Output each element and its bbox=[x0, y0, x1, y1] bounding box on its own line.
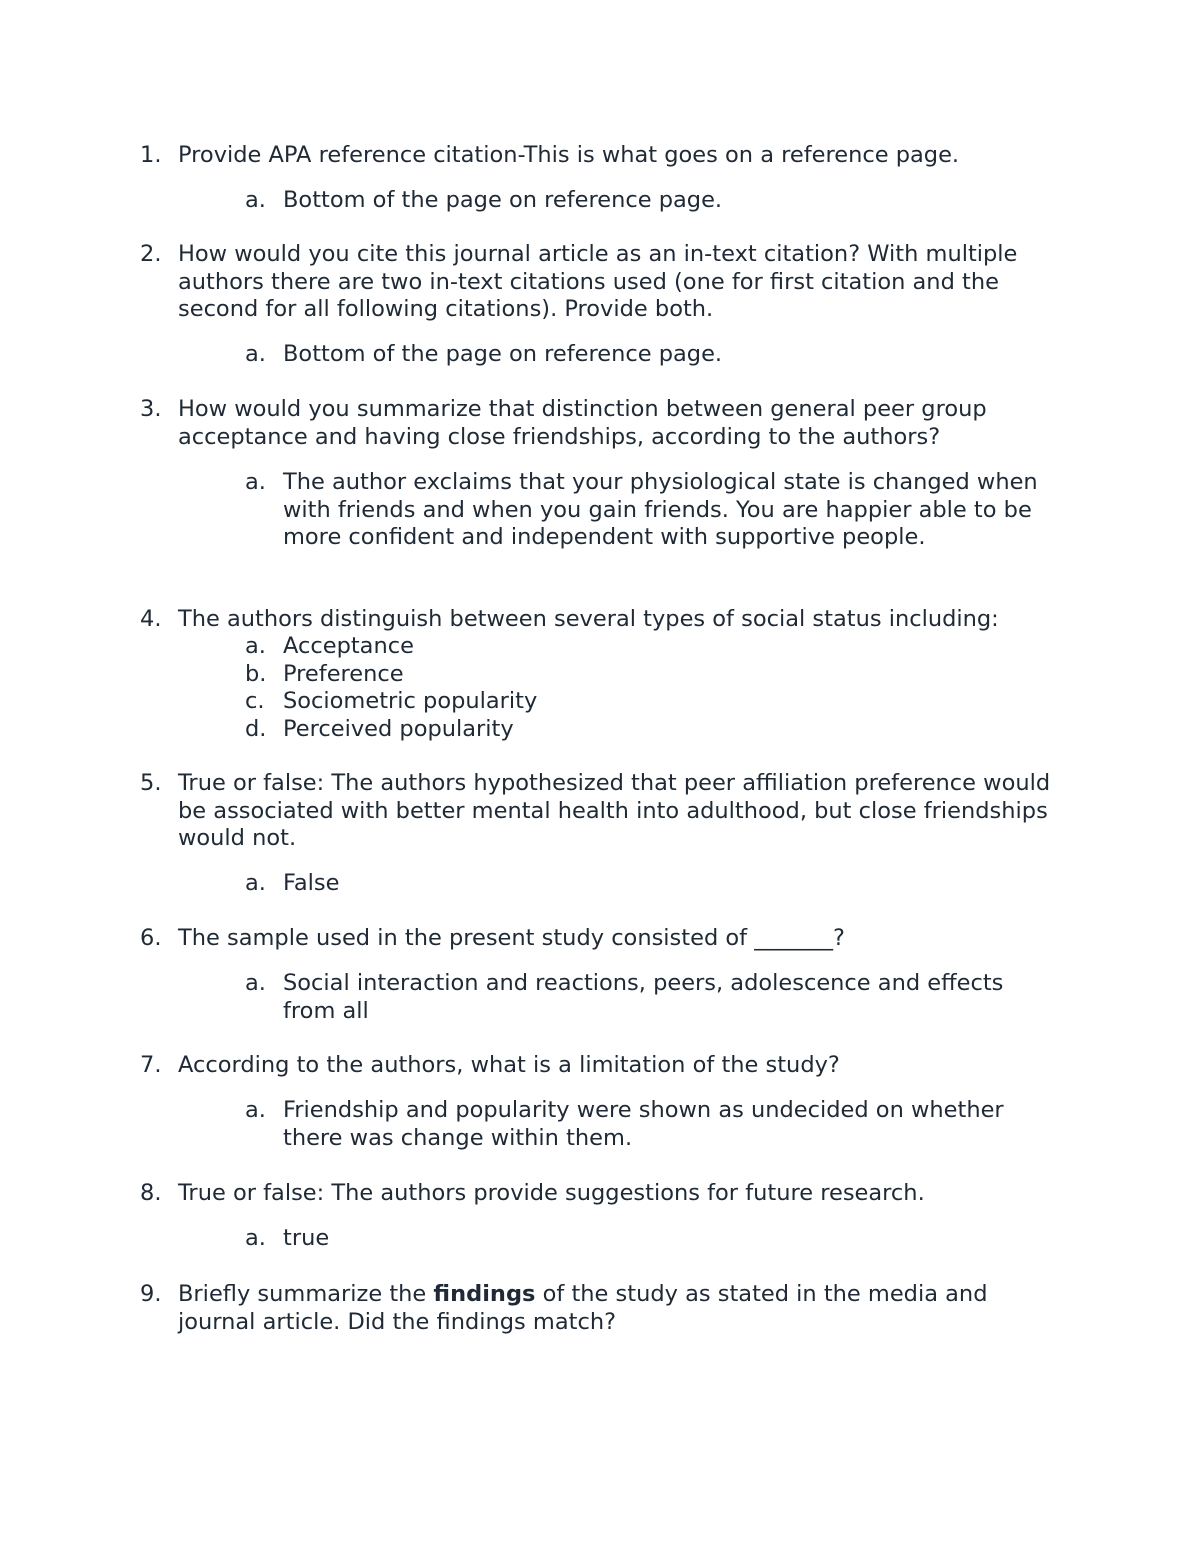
question-2 bbox=[140, 241, 1070, 324]
answer-marker: a. bbox=[245, 970, 266, 996]
question-7 bbox=[140, 1052, 1070, 1080]
answer-marker: a. bbox=[245, 341, 266, 367]
question-number: 4. bbox=[140, 606, 162, 632]
question-text: True or false: The authors hypothesized that peer affiliation preference would be associated with better mental health into adulthood, but close friendships would not. bbox=[178, 770, 1051, 851]
answer-text: Bottom of the page on reference page. bbox=[283, 187, 723, 213]
question-text bbox=[178, 1281, 1070, 1336]
list-marker: c. bbox=[245, 688, 265, 714]
question-text: Provide APA reference citation-This is what goes on a reference page. bbox=[178, 142, 960, 168]
list-item bbox=[245, 716, 1055, 744]
question-number: 7. bbox=[140, 1052, 162, 1078]
answer-text: Bottom of the page on reference page. bbox=[283, 341, 723, 367]
answer-marker: a. bbox=[245, 187, 266, 213]
question-8 bbox=[140, 1180, 1070, 1208]
answer-1 bbox=[245, 187, 1055, 215]
list-item bbox=[245, 688, 1055, 716]
list-item bbox=[245, 661, 1055, 689]
answer-7 bbox=[245, 1097, 1055, 1152]
question-text-start: Briefly summarize the bbox=[178, 1281, 434, 1307]
question-text: The sample used in the present study consisted of _______? bbox=[178, 925, 845, 951]
answer-marker: a. bbox=[245, 870, 266, 896]
list-text: Preference bbox=[283, 660, 404, 687]
question-text: According to the authors, what is a limitation of the study? bbox=[178, 1052, 840, 1078]
question-text: True or false: The authors provide suggestions for future research. bbox=[178, 1180, 925, 1206]
answer-text: False bbox=[283, 870, 340, 896]
question-text: How would you cite this journal article as an in-text citation? With multiple authors there are two in-text citations used (one for first citation and the second for all following citations). Provide both. bbox=[178, 241, 1018, 322]
question-number: 9. bbox=[140, 1281, 162, 1307]
question-text-end: of the study as stated in the media and journal article. Did the findings match? bbox=[178, 1281, 988, 1335]
question-number: 1. bbox=[140, 142, 162, 168]
answer-text: The author exclaims that your physiological state is changed when with friends and when you gain friends. You are happier able to be more confident and independent with supportive people. bbox=[283, 469, 1038, 550]
list-text: Sociometric popularity bbox=[283, 688, 538, 714]
answer-8 bbox=[245, 1225, 1055, 1253]
question-number: 3. bbox=[140, 396, 162, 422]
answer-text: true bbox=[283, 1225, 330, 1251]
list-text: Acceptance bbox=[283, 633, 414, 659]
list-item bbox=[245, 633, 1055, 661]
question-1 bbox=[140, 142, 1070, 170]
question-text-bold: findings bbox=[433, 1281, 536, 1307]
answer-marker: a. bbox=[245, 469, 266, 495]
list-text: Perceived popularity bbox=[283, 715, 514, 742]
list-marker: a. bbox=[245, 633, 266, 659]
question-5 bbox=[140, 770, 1070, 853]
question-text: The authors distinguish between several types of social status including: bbox=[178, 606, 999, 632]
question-number: 5. bbox=[140, 770, 162, 796]
question-9 bbox=[140, 1281, 1070, 1336]
answer-text: Social interaction and reactions, peers, adolescence and effects from all bbox=[283, 970, 1004, 1024]
answer-marker: a. bbox=[245, 1225, 266, 1251]
question-3 bbox=[140, 396, 1070, 451]
answer-6 bbox=[245, 970, 1055, 1025]
answer-3 bbox=[245, 469, 1055, 552]
list-marker: b. bbox=[245, 660, 267, 687]
question-number: 8. bbox=[140, 1180, 162, 1206]
question-4 bbox=[140, 606, 1070, 634]
question-text: How would you summarize that distinction between general peer group acceptance and having close friendships, according to the authors? bbox=[178, 396, 987, 450]
question-number: 2. bbox=[140, 241, 162, 267]
question-6 bbox=[140, 925, 1070, 953]
answer-text: Friendship and popularity were shown as undecided on whether there was change within them. bbox=[283, 1097, 1004, 1151]
answer-2 bbox=[245, 341, 1055, 369]
social-status-list bbox=[245, 633, 1055, 743]
answer-marker: a. bbox=[245, 1097, 266, 1123]
answer-5 bbox=[245, 870, 1055, 898]
question-number: 6. bbox=[140, 925, 162, 951]
list-marker: d. bbox=[245, 715, 267, 742]
